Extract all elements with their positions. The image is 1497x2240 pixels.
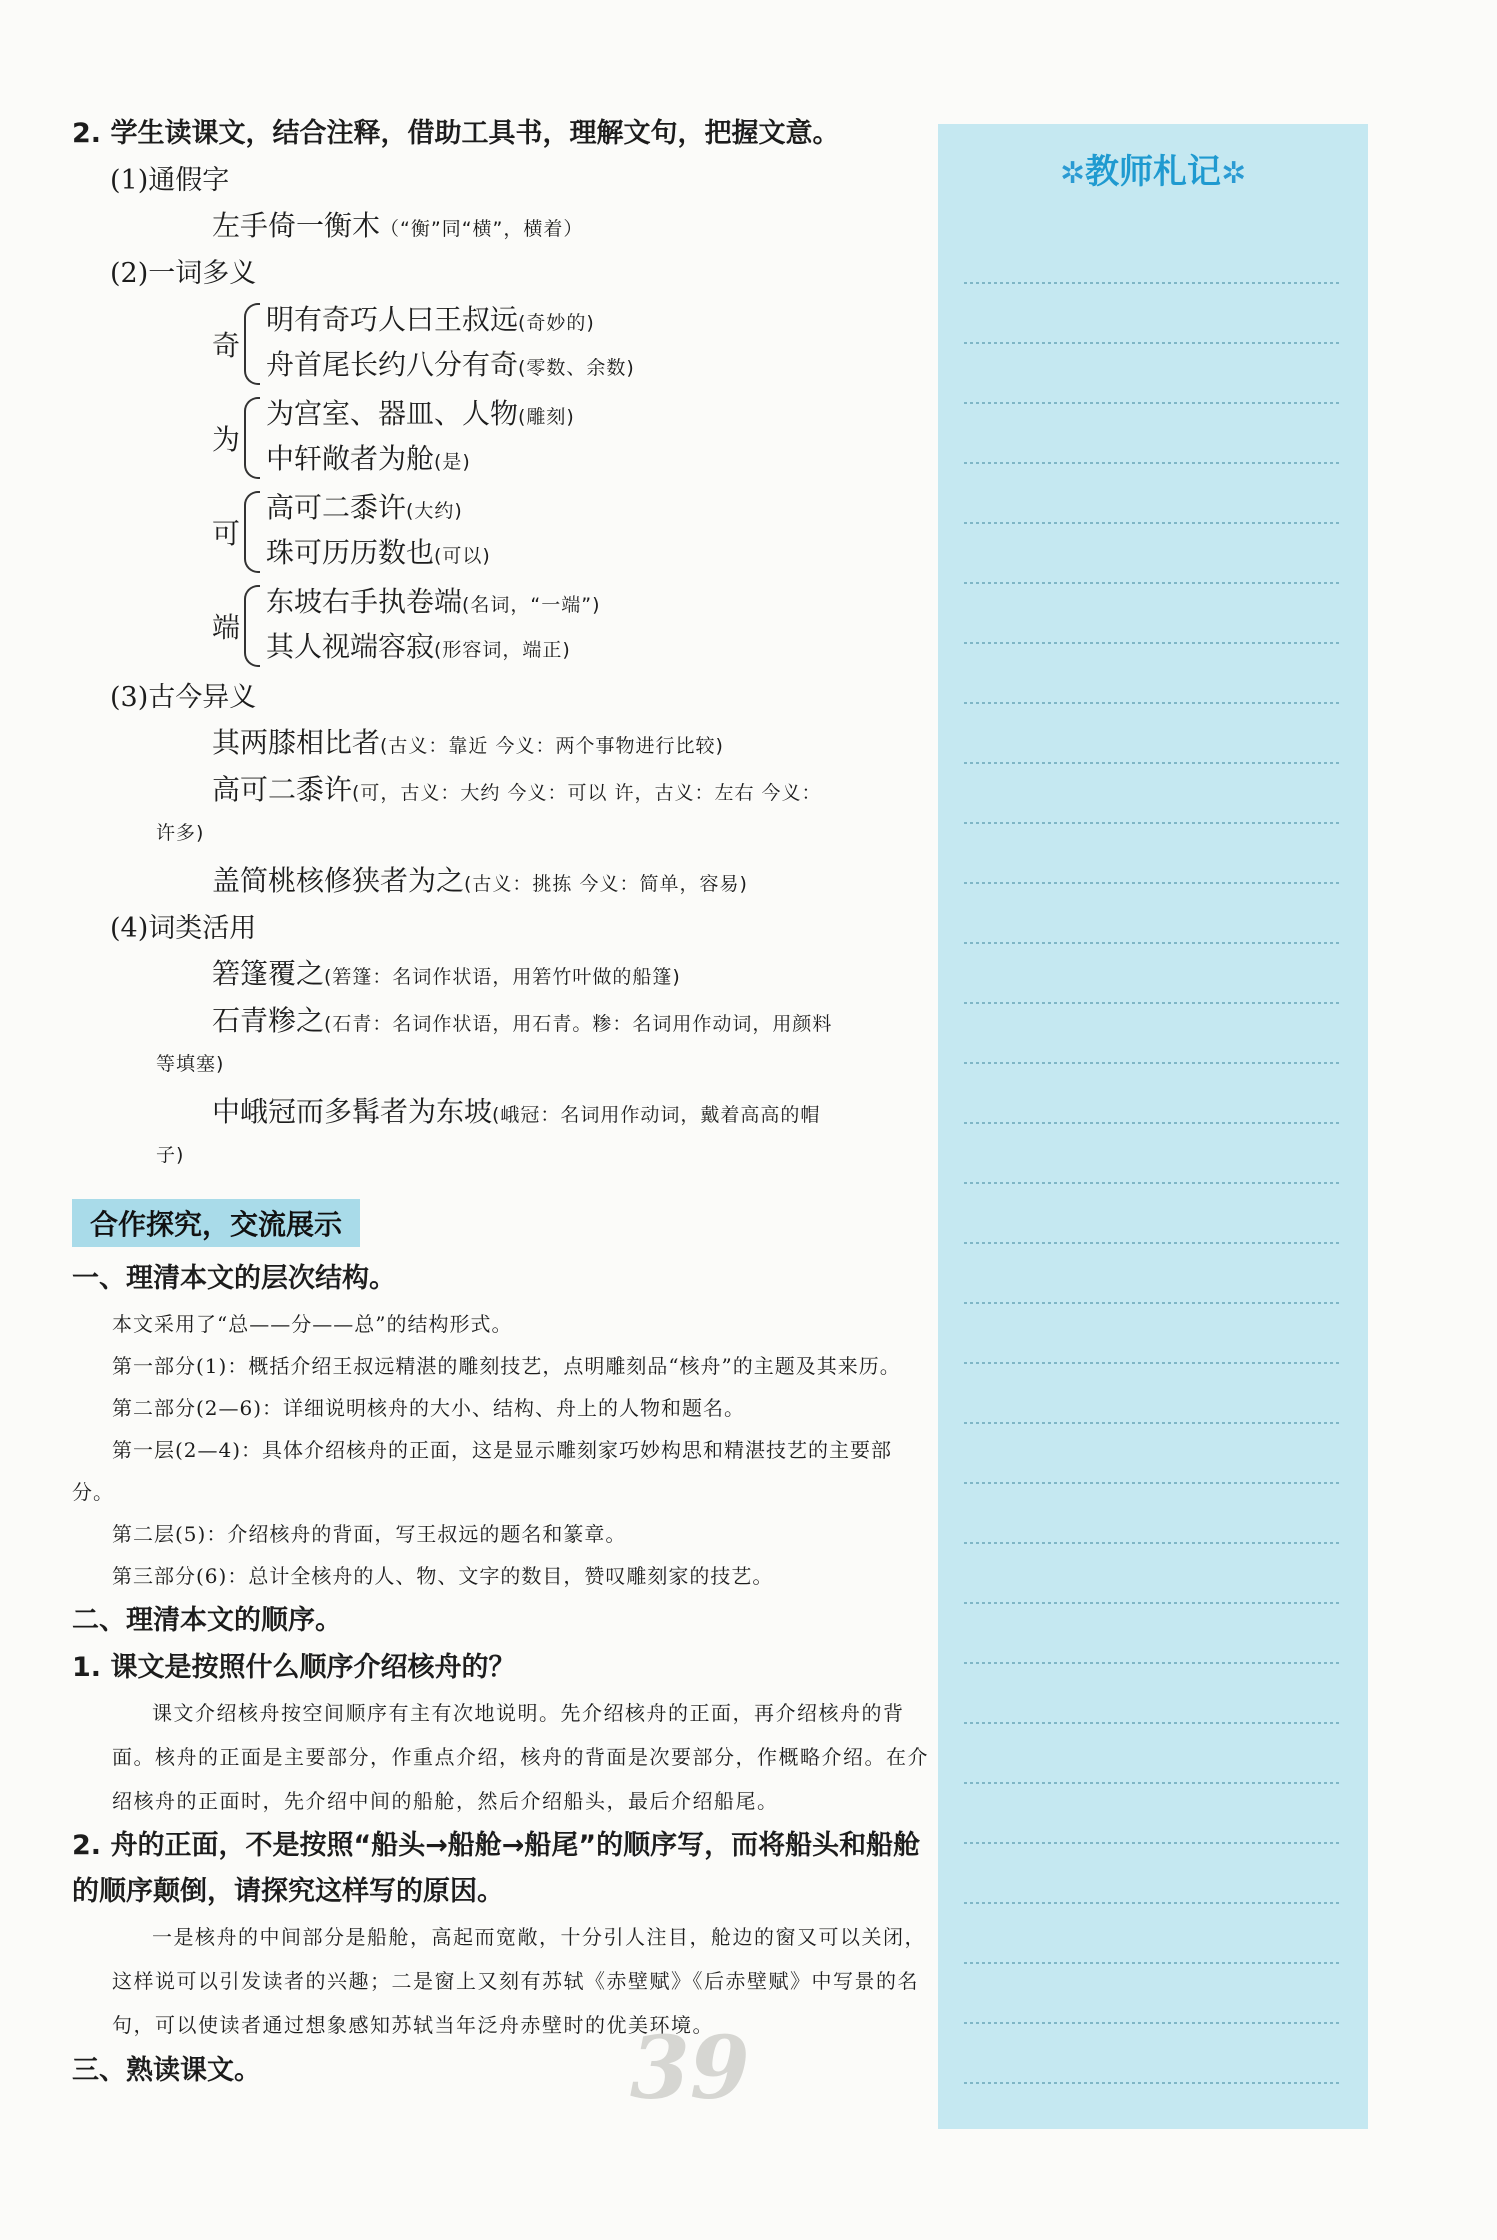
example-text: 中轩敞者为舱 xyxy=(266,442,435,475)
example-text: 珠可历历数也 xyxy=(266,536,435,569)
example-note: (古义：靠近 今义：两个事物进行比较) xyxy=(380,735,724,757)
structure-paragraph: 第一层(2—4)：具体介绍核舟的正面，这是显示雕刻家巧妙构思和精湛技艺的主要部分。 xyxy=(72,1438,893,1504)
example-text: 高可二黍许 xyxy=(266,491,407,524)
snowflake-icon: ✲ xyxy=(1221,156,1247,191)
polysemy-lines xyxy=(266,299,635,389)
example-text: 石青糁之 xyxy=(212,1004,325,1037)
example-text: 其人视端容寂 xyxy=(266,630,435,663)
huoyong-example xyxy=(212,1090,932,1137)
huoyong-label: (4)词类活用 xyxy=(110,913,257,944)
polysemy-line xyxy=(266,626,601,671)
structure-paragraph: 第一部分(1)：概括介绍王叔远精湛的雕刻技艺，点明雕刻品“核舟”的主题及其来历。 xyxy=(112,1354,901,1378)
gujin-example xyxy=(212,859,932,906)
question-1: 1. 课文是按照什么顺序介绍核舟的？ xyxy=(72,1652,516,1683)
polysemy-char: 奇 xyxy=(212,329,241,362)
structure-paragraph: 第二层(5)：介绍核舟的背面，写王叔远的题名和篆章。 xyxy=(112,1522,627,1546)
tongjia-line: 左手倚一衡木 xyxy=(212,209,381,242)
example-text: 中峨冠而多髯者为东坡 xyxy=(212,1095,493,1128)
example-note: (是) xyxy=(434,451,471,473)
gujin-example xyxy=(212,721,932,768)
polysemy-line xyxy=(266,532,491,577)
snowflake-icon: ✲ xyxy=(1059,156,1085,191)
huoyong-example xyxy=(212,999,932,1046)
polysemy-lines xyxy=(266,487,491,577)
section-tag: 合作探究，交流展示 xyxy=(72,1199,360,1247)
section-heading-3: 三、熟读课文。 xyxy=(72,2055,261,2086)
polysemy-line xyxy=(266,299,635,344)
example-note: (零数、余数) xyxy=(518,357,635,379)
example-text: 舟首尾长约八分有奇 xyxy=(266,348,519,381)
page-number: 39 xyxy=(630,2018,750,2119)
polysemy-line xyxy=(266,487,491,532)
main-content xyxy=(72,110,932,2095)
polysemy-group xyxy=(212,393,932,483)
example-note: (箬篷：名词作状语，用箬竹叶做的船篷) xyxy=(324,966,681,988)
example-note: (奇妙的) xyxy=(518,312,595,334)
polysemy-lines xyxy=(266,393,575,483)
example-note: (大约) xyxy=(406,500,463,522)
teacher-notes-panel xyxy=(938,124,1368,2129)
brace xyxy=(244,491,260,573)
tongjia-label: (1)通假字 xyxy=(110,165,230,196)
section-heading-1: 一、理清本文的层次结构。 xyxy=(72,1263,396,1294)
note-continuation: 许多) xyxy=(156,822,205,844)
gujin-example xyxy=(212,768,932,815)
brace xyxy=(244,585,260,667)
gujin-label: (3)古今异义 xyxy=(110,682,257,713)
polysemy-lines xyxy=(266,581,601,671)
polysemy-line xyxy=(266,344,635,389)
section-heading-2: 二、理清本文的顺序。 xyxy=(72,1605,342,1636)
example-note: (可以) xyxy=(434,545,491,567)
example-text: 为宫室、器皿、人物 xyxy=(266,397,519,430)
example-text: 箬篷覆之 xyxy=(212,957,325,990)
brace xyxy=(244,397,260,479)
structure-paragraph: 第二部分(2—6)：详细说明核舟的大小、结构、舟上的人物和题名。 xyxy=(112,1396,746,1420)
tongjia-note: （“衡”同“横”，横着） xyxy=(380,218,584,240)
example-text: 盖简桃核修狭者为之 xyxy=(212,864,465,897)
example-text: 东坡右手执卷端 xyxy=(266,585,463,618)
example-text: 其两膝相比者 xyxy=(212,726,381,759)
brace xyxy=(244,303,260,385)
polysemy-line xyxy=(266,581,601,626)
example-note: (峨冠：名词用作动词，戴着高高的帽 xyxy=(492,1104,821,1126)
polysemy-char: 端 xyxy=(212,611,241,644)
note-continuation: 子) xyxy=(156,1144,185,1166)
question-2-heading: 2. 学生读课文，结合注释，借助工具书，理解文句，把握文意。 xyxy=(72,118,840,149)
example-note: (石青：名词作状语，用石青。糁：名词用作动词，用颜料 xyxy=(324,1013,833,1035)
example-note: (可，古义：大约 今义：可以 许，古义：左右 今义： xyxy=(352,782,822,804)
polysemy-group xyxy=(212,487,932,577)
yici-label: (2)一词多义 xyxy=(110,258,257,289)
polysemy-line xyxy=(266,393,575,438)
polysemy-group xyxy=(212,299,932,389)
answer-1: 课文介绍核舟按空间顺序有主有次地说明。先介绍核舟的正面，再介绍核舟的背面。核舟的正面是主要部分，作重点介绍，核舟的背面是次要部分，作概略介绍。在介绍核舟的正面时，先介绍中间的船舱，然后介绍船头，最后介绍船尾。 xyxy=(112,1701,929,1813)
polysemy-group xyxy=(212,581,932,671)
example-text: 明有奇巧人曰王叔远 xyxy=(266,303,519,336)
polysemy-char: 可 xyxy=(212,517,241,550)
example-note: (形容词，端正) xyxy=(434,639,571,661)
structure-paragraph: 本文采用了“总——分——总”的结构形式。 xyxy=(112,1312,513,1336)
huoyong-example xyxy=(212,952,932,999)
polysemy-line xyxy=(266,438,575,483)
question-2: 2. 舟的正面，不是按照“船头→船舱→船尾”的顺序写，而将船头和船舱的顺序颠倒，请探究这样写的原因。 xyxy=(72,1830,921,1907)
example-note: (古义：挑拣 今义：简单，容易) xyxy=(464,873,748,895)
example-text: 高可二黍许 xyxy=(212,773,353,806)
note-continuation: 等填塞) xyxy=(156,1053,225,1075)
answer-2: 一是核舟的中间部分是船舱，高起而宽敞，十分引人注目，舱边的窗又可以关闭，这样说可以引发读者的兴趣；二是窗上又刻有苏轼《赤壁赋》《后赤壁赋》中写景的名句，可以使读者通过想象感知苏轼当年泛舟赤壁时的优美环境。 xyxy=(112,1925,926,2037)
example-note: (雕刻) xyxy=(518,406,575,428)
notes-title-text: 教师札记 xyxy=(1085,152,1221,192)
tongjia-example xyxy=(212,204,932,251)
ruled-lines xyxy=(964,224,1342,2109)
notes-title xyxy=(938,144,1368,193)
polysemy-char: 为 xyxy=(212,423,241,456)
structure-paragraph: 第三部分(6)：总计全核舟的人、物、文字的数目，赞叹雕刻家的技艺。 xyxy=(112,1564,774,1588)
example-note: (名词，“一端”) xyxy=(462,594,601,616)
